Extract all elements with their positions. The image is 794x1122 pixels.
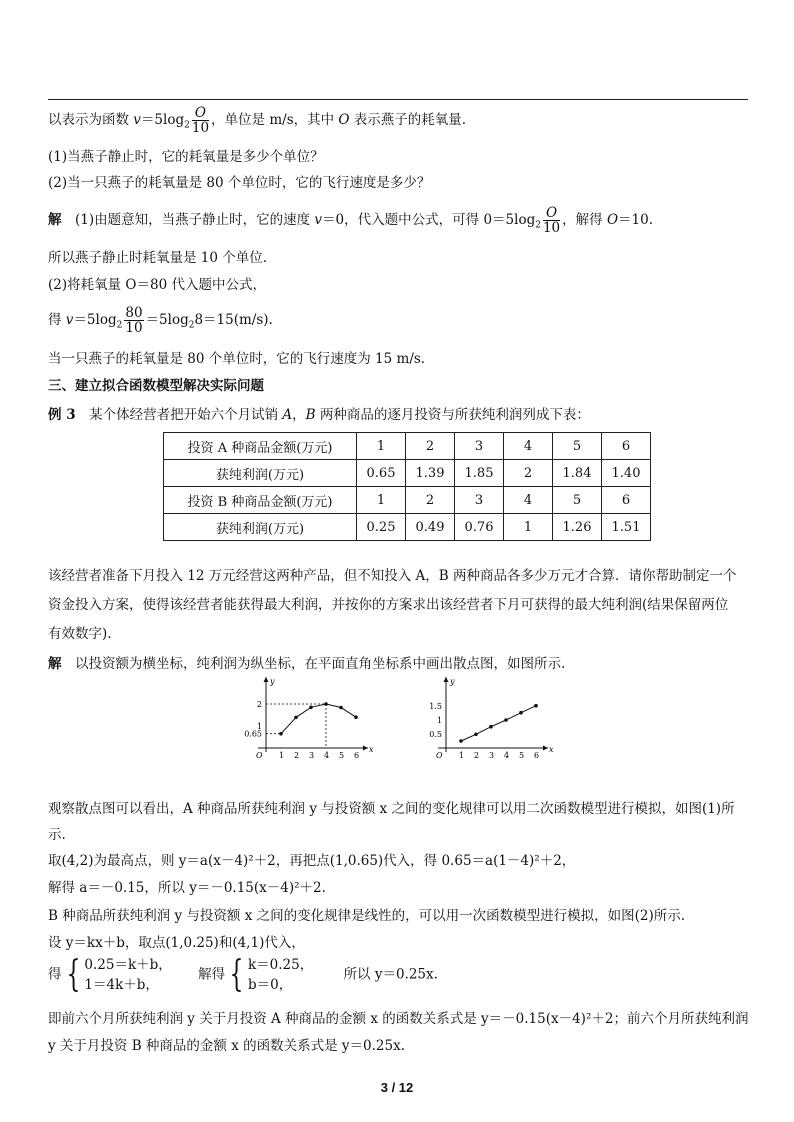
table-cell: 1.39: [406, 460, 455, 487]
solution-line-5: 当一只燕子的耗氧量是 80 个单位时，它的飞行速度为 15 m/s.: [48, 351, 426, 367]
table-cell: 6: [602, 487, 651, 514]
data-point: [474, 732, 478, 736]
paragraph-line: 取(4,2)为最高点，则 y＝a(x－4)²＋2，再把点(1,0.65)代入，得 0.65＝a(1－4)²＋2，: [48, 853, 576, 869]
table-row: [164, 433, 651, 460]
data-point: [309, 706, 313, 710]
table-cell: 5: [553, 433, 602, 460]
x-tick-label: 3: [309, 751, 315, 760]
table-row-label: 投资 A 种商品金额(万元): [164, 433, 357, 460]
x-tick-label: 1: [279, 751, 285, 760]
table-cell: 1.26: [553, 514, 602, 541]
paragraph-line: 解得 a＝－0.15，所以 y＝－0.15(x－4)²＋2.: [48, 880, 326, 896]
table-cell: 0.25: [357, 514, 406, 541]
table-cell: 2: [406, 433, 455, 460]
x-axis-label: x: [549, 745, 554, 754]
section-heading: 三、建立拟合函数模型解决实际问题: [48, 378, 264, 393]
x-tick-label: 5: [519, 751, 525, 760]
paragraph-line: y 关于月投资 B 种商品的金额 x 的函数关系式是 y＝0.25x.: [48, 1038, 405, 1054]
series-line: [461, 706, 536, 741]
page-number: 3 / 12: [380, 1080, 414, 1095]
x-tick-label: 2: [474, 751, 480, 760]
table-row-label: 获纯利润(万元): [164, 514, 357, 541]
table-cell: 6: [602, 433, 651, 460]
table-cell: 1.84: [553, 460, 602, 487]
paragraph-line: 该经营者准备下月投入 12 万元经营这两种产品，但不知投入 A，B 两种商品各多少万元才合算．请你帮助制定一个: [48, 568, 737, 584]
table-row: [164, 460, 651, 487]
solution-intro: 解 以投资额为横坐标，纯利润为纵坐标，在平面直角坐标系中画出散点图，如图所示.: [48, 656, 566, 672]
solution-line-1: 解 (1)由题意知，当燕子静止时，它的速度 v＝0，代入题中公式，可得 $0=5\log_2$ $\frac{O}{10}$ ，解得 O＝10.: [48, 205, 653, 236]
table-cell: 3: [455, 433, 504, 460]
x-axis-label: x: [369, 745, 374, 754]
table-cell: 1: [357, 487, 406, 514]
question-1: (1)当燕子静止时，它的耗氧量是多少个单位？: [48, 149, 324, 165]
table-row-label: 获纯利润(万元): [164, 460, 357, 487]
solution-line-3: (2)将耗氧量 O＝80 代入题中公式，: [48, 277, 266, 293]
x-tick-label: 6: [534, 751, 540, 760]
table-cell: 1.85: [455, 460, 504, 487]
data-point: [489, 725, 493, 729]
scatter-figure-2: [408, 675, 554, 783]
data-point: [519, 711, 523, 715]
paragraph-line: 有效数字).: [48, 626, 112, 642]
x-axis-arrow: [363, 746, 368, 751]
data-point: [354, 715, 358, 719]
example-3-intro: 例 3 某个体经营者把开始六个月试销 A，B 两种商品的逐月投资与所获纯利润列成下表：: [48, 407, 590, 423]
x-tick-label: 4: [324, 751, 330, 760]
y-axis-label: y: [270, 677, 275, 686]
y-tick-label: 2: [256, 700, 262, 709]
paragraph-line: 设 y＝kx＋b，取点(1,0.25)和(4,1)代入，: [48, 935, 305, 951]
x-tick-label: 6: [354, 751, 360, 760]
y-axis-arrow: [264, 677, 269, 682]
table-cell: 1.40: [602, 460, 651, 487]
data-table: [163, 432, 651, 541]
data-point: [324, 702, 328, 706]
data-point: [279, 732, 283, 736]
table-cell: 1: [504, 514, 553, 541]
series-line: [281, 704, 356, 734]
y-tick-label: 1.5: [429, 702, 442, 711]
origin-label: O: [436, 751, 443, 760]
y-tick-label: 1: [436, 716, 442, 725]
table-cell: 0.76: [455, 514, 504, 541]
x-tick-label: 5: [339, 751, 345, 760]
solution-line-4: 得 $v=5\log_2$ $\frac{80}{10}$ $=5\log_28=15(m/s)$.: [48, 305, 273, 336]
x-tick-label: 1: [459, 751, 465, 760]
y-tick-label: 1: [256, 722, 262, 731]
table-cell: 4: [504, 433, 553, 460]
paragraph-line: B 种商品所获纯利润 y 与投资额 x 之间的变化规律是线性的，可以用一次函数模型进行模拟，如图(2)所示.: [48, 908, 686, 924]
paragraph-line: 即前六个月所获纯利润 y 关于月投资 A 种商品的金额 x 的函数关系式是 y＝－0.15(x－4)²＋2；前六个月所获纯利润: [48, 1011, 749, 1027]
data-point: [504, 718, 508, 722]
question-2: (2)当一只燕子的耗氧量是 80 个单位时，它的飞行速度是多少？: [48, 175, 431, 191]
formula-line: 以表示为函数 $v=5\log_2$ $\frac{O}{10}$ ，单位是 m/s，其中 O 表示燕子的耗氧量.: [48, 105, 467, 136]
table-cell: 2: [406, 487, 455, 514]
top-rule: [48, 99, 748, 100]
table-cell: 4: [504, 487, 553, 514]
table-row: [164, 487, 651, 514]
y-axis-label: y: [450, 677, 455, 686]
y-tick-label: 0.65: [244, 729, 262, 739]
x-tick-label: 2: [294, 751, 300, 760]
data-point: [294, 716, 298, 720]
table-cell: 2: [504, 460, 553, 487]
y-tick-label: 0.5: [429, 730, 442, 739]
x-tick-label: 3: [489, 751, 495, 760]
y-axis-arrow: [444, 677, 449, 682]
table-cell: 1.51: [602, 514, 651, 541]
paragraph-line: 示.: [48, 827, 66, 843]
table-cell: 0.65: [357, 460, 406, 487]
table-cell: 3: [455, 487, 504, 514]
origin-label: O: [256, 751, 263, 760]
x-tick-label: 4: [504, 751, 510, 760]
data-point: [534, 704, 538, 708]
table-cell: 5: [553, 487, 602, 514]
solution-line-2: 所以燕子静止时耗氧量是 10 个单位.: [48, 250, 268, 266]
scatter-figure-1: [228, 675, 374, 783]
table-cell: 1: [357, 433, 406, 460]
table-row-label: 投资 B 种商品金额(万元): [164, 487, 357, 514]
paragraph-line: 观察散点图可以看出，A 种商品所获纯利润 y 与投资额 x 之间的变化规律可以用二次函数模型进行模拟，如图(1)所: [48, 801, 735, 817]
data-point: [459, 739, 463, 743]
x-axis-arrow: [543, 746, 548, 751]
equation-system: 得 { 0.25＝k＋b， 1＝4k＋b， 解得 { k＝0.25， b＝0， 所以 y＝0.25x.: [48, 954, 438, 995]
data-point: [339, 706, 343, 710]
paragraph-line: 资金投入方案，使得该经营者能获得最大利润，并按你的方案求出该经营者下月可获得的最大纯利润(结果保留两位: [48, 597, 729, 613]
table-row: [164, 514, 651, 541]
table-cell: 0.49: [406, 514, 455, 541]
